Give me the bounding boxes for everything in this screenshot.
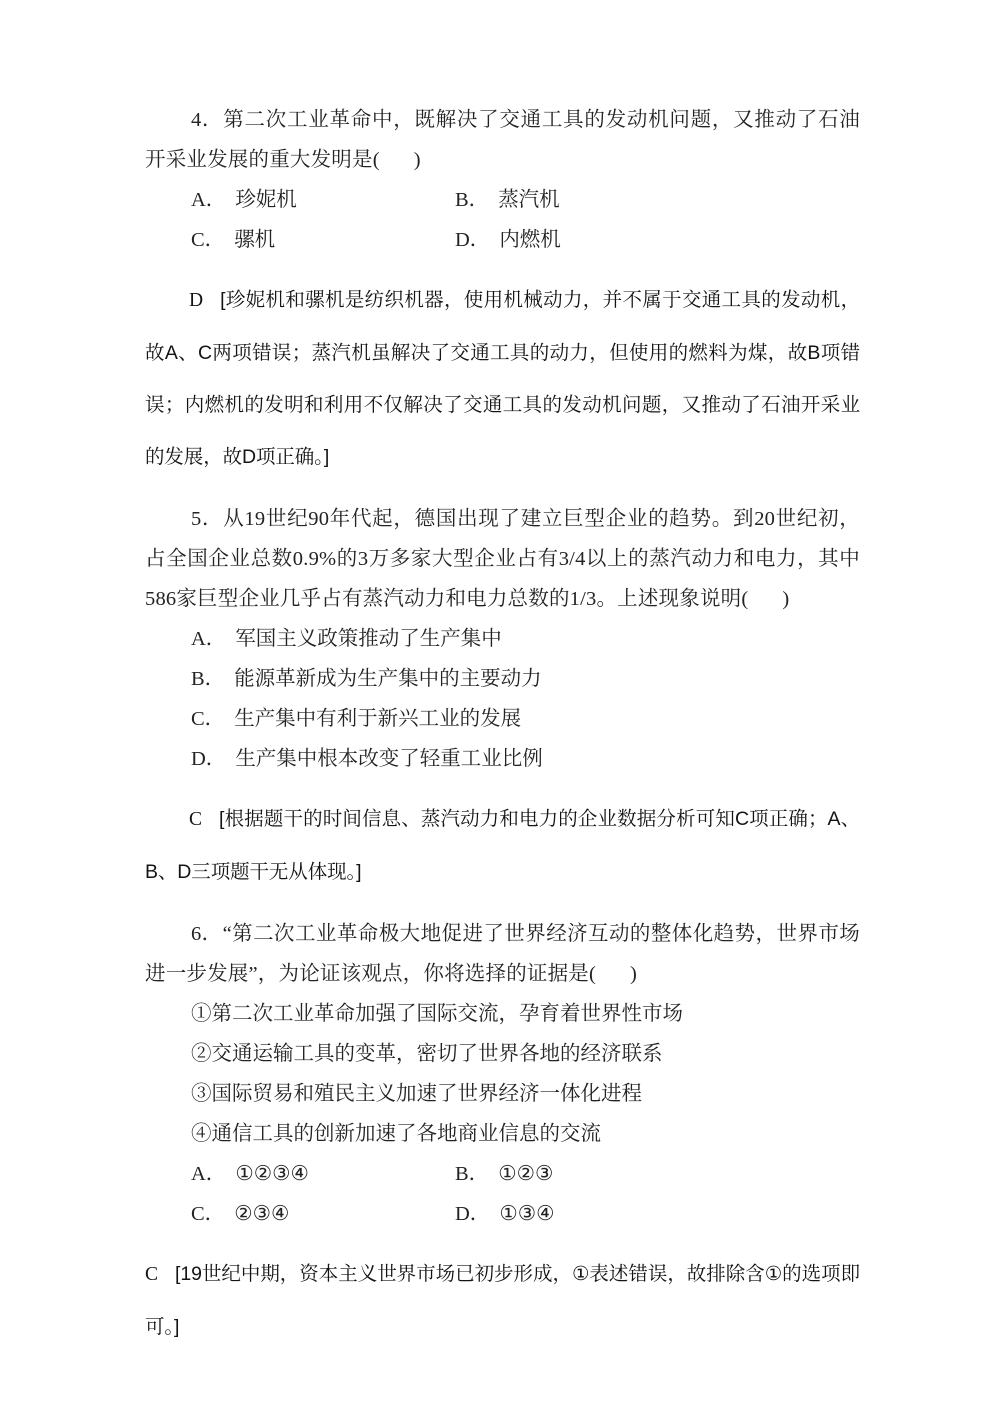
statements-list-6 bbox=[145, 994, 860, 1154]
options-list-6 bbox=[145, 1154, 860, 1234]
question-stem-6 bbox=[145, 914, 860, 994]
option-letter: C． bbox=[191, 708, 226, 730]
explanation-text-5: [根据题干的时间信息、蒸汽动力和电力的企业数据分析可知C项正确；A、B、D三项题干无从体现。] bbox=[145, 808, 860, 883]
option-b-5[interactable] bbox=[145, 659, 860, 699]
explanation-text-4: [珍妮机和骡机是纺织机器，使用机械动力，并不属于交通工具的发动机，故A、C两项错误；蒸汽机虽解决了交通工具的动力，但使用的燃料为煤，故B项错误；内燃机的发明和利用不仅解决了交通工具的发动机问题，又推动了石油开采业的发展，故D项正确。] bbox=[145, 289, 860, 468]
spacer bbox=[145, 898, 860, 914]
question-number-6: 6． bbox=[191, 923, 223, 945]
option-text: 军国主义政策推动了生产集中 bbox=[235, 628, 502, 650]
option-letter: D． bbox=[455, 229, 491, 251]
option-text: 内燃机 bbox=[499, 229, 561, 251]
spacer bbox=[145, 483, 860, 499]
page-content bbox=[145, 100, 860, 1353]
explanation-6 bbox=[145, 1248, 860, 1353]
options-list-4 bbox=[145, 180, 860, 260]
option-text: 蒸汽机 bbox=[498, 189, 560, 211]
option-letter: A． bbox=[191, 628, 227, 650]
question-stem-text-4: 第二次工业革命中，既解决了交通工具的发动机问题，又推动了石油开采业发展的重大发明是( bbox=[145, 109, 861, 171]
option-letter: B． bbox=[455, 189, 490, 211]
option-text: ②③④ bbox=[234, 1203, 290, 1225]
option-text: 骡机 bbox=[234, 229, 276, 251]
explanation-5 bbox=[145, 793, 860, 898]
option-letter: D． bbox=[455, 1203, 491, 1225]
option-d-5[interactable] bbox=[145, 739, 860, 779]
option-text: 生产集中根本改变了轻重工业比例 bbox=[235, 748, 543, 770]
option-letter: C． bbox=[191, 1203, 226, 1225]
question-stem-4 bbox=[145, 100, 860, 180]
option-letter: A． bbox=[191, 1163, 227, 1185]
statement-item: ④通信工具的创新加速了各地商业信息的交流 bbox=[191, 1123, 601, 1145]
option-letter: D． bbox=[191, 748, 227, 770]
option-letter: A． bbox=[191, 189, 227, 211]
option-d-6[interactable] bbox=[450, 1194, 554, 1234]
option-b-6[interactable] bbox=[450, 1154, 553, 1194]
option-letter: B． bbox=[191, 668, 226, 690]
option-text: ①③④ bbox=[499, 1203, 555, 1225]
spacer bbox=[145, 779, 860, 793]
statement-item: ③国际贸易和殖民主义加速了世界经济一体化进程 bbox=[191, 1083, 642, 1105]
question-stem-suffix-6: ) bbox=[630, 963, 638, 985]
question-number-4: 4． bbox=[191, 109, 224, 131]
question-stem-text-5: 从19世纪90年代起，德国出现了建立巨型企业的趋势。到20世纪初，占全国企业总数0.9%的3万多家大型企业占有3/4以上的蒸汽动力和电力，其中586家巨型企业几乎占有蒸汽动力和电力总数的1/3。上述现象说明( bbox=[145, 508, 860, 610]
option-a-4[interactable] bbox=[145, 180, 450, 220]
spacer bbox=[145, 260, 860, 274]
option-a-5[interactable] bbox=[145, 619, 860, 659]
option-c-5[interactable] bbox=[145, 699, 860, 739]
option-row bbox=[145, 180, 860, 220]
question-stem-suffix-5: ) bbox=[782, 588, 790, 610]
option-a-6[interactable] bbox=[145, 1154, 450, 1194]
answer-letter-6: C bbox=[145, 1264, 159, 1285]
option-text: 生产集中有利于新兴工业的发展 bbox=[234, 708, 522, 730]
statement-item: ①第二次工业革命加强了国际交流，孕育着世界性市场 bbox=[191, 1003, 683, 1025]
question-block-4 bbox=[145, 100, 860, 483]
option-row bbox=[145, 1154, 860, 1194]
spacer bbox=[145, 1234, 860, 1248]
option-row bbox=[145, 1194, 860, 1234]
question-block-5 bbox=[145, 499, 860, 898]
options-list-5 bbox=[145, 619, 860, 779]
option-text: ①②③④ bbox=[235, 1163, 309, 1185]
question-block-6 bbox=[145, 914, 860, 1353]
option-letter: C． bbox=[191, 229, 226, 251]
option-text: 能源革新成为生产集中的主要动力 bbox=[234, 668, 542, 690]
option-row bbox=[145, 220, 860, 260]
option-d-4[interactable] bbox=[450, 220, 561, 260]
question-stem-text-6: “第二次工业革命极大地促进了世界经济互动的整体化趋势，世界市场进一步发展”，为论证该观点，你将选择的证据是( bbox=[145, 923, 860, 985]
question-number-5: 5． bbox=[191, 508, 224, 530]
option-c-4[interactable] bbox=[145, 220, 450, 260]
question-stem-suffix-4: ) bbox=[413, 149, 421, 171]
statement-item: ②交通运输工具的变革，密切了世界各地的经济联系 bbox=[191, 1043, 663, 1065]
explanation-text-6: [19世纪中期，资本主义世界市场已初步形成，①表述错误，故排除含①的选项即可。] bbox=[145, 1263, 860, 1338]
option-b-4[interactable] bbox=[450, 180, 560, 220]
explanation-4 bbox=[145, 274, 860, 483]
option-text: 珍妮机 bbox=[235, 189, 297, 211]
option-letter: B． bbox=[455, 1163, 490, 1185]
answer-letter-4: D bbox=[189, 290, 204, 311]
answer-letter-5: C bbox=[189, 809, 203, 830]
question-stem-5 bbox=[145, 499, 860, 619]
option-text: ①②③ bbox=[498, 1163, 554, 1185]
option-c-6[interactable] bbox=[145, 1194, 450, 1234]
